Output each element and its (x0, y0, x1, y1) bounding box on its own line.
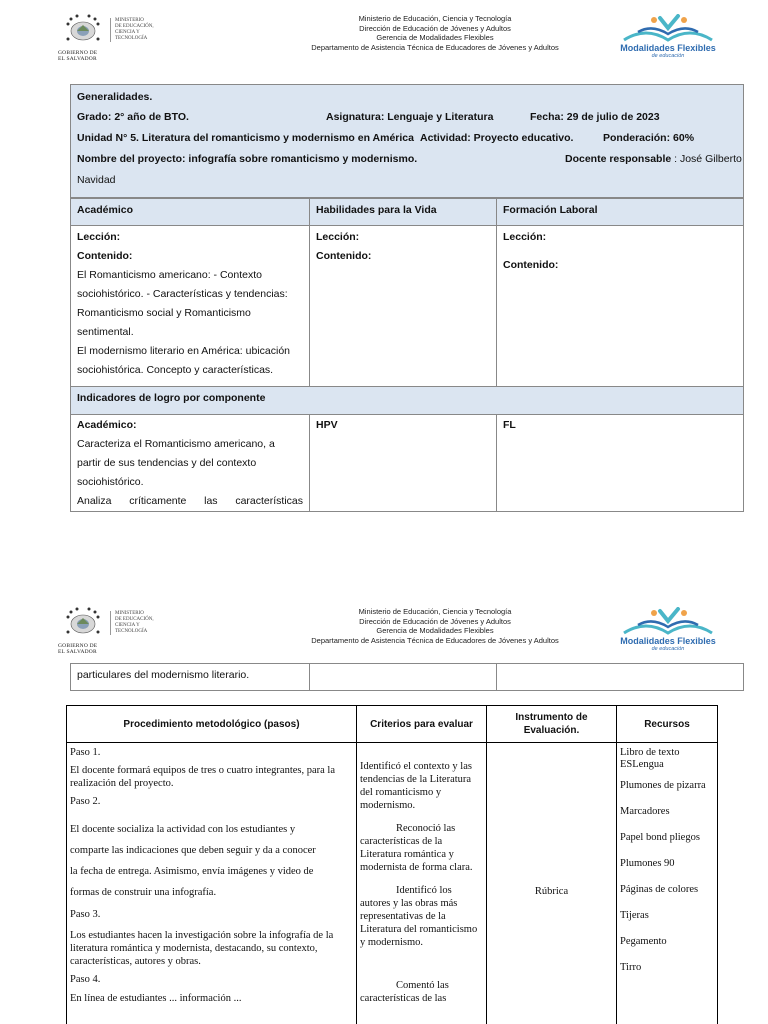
hpv-content-cell: Lección: Contenido: (309, 225, 497, 387)
method-header-instrument: Instrumento de Evaluación. (486, 705, 617, 743)
ministry-small-label: MINISTERIO DE EDUCACIÓN, CIENCIA Y TECNOLOGÍA (110, 611, 154, 635)
page-header-2 (0, 607, 768, 655)
government-label: GOBIERNO DE EL SALVADOR (58, 643, 98, 655)
indicator-continued-cell: particulares del modernismo literario. (70, 663, 310, 691)
actividad: Actividad: Proyecto educativo. (420, 132, 574, 144)
method-header-procedure: Procedimiento metodológico (pasos) (66, 705, 357, 743)
page-header (0, 14, 768, 62)
book-heart-icon (616, 607, 720, 637)
proyecto: Nombre del proyecto: infografía sobre romanticismo y modernismo. (77, 153, 418, 165)
method-header-criteria: Criterios para evaluar (356, 705, 487, 743)
book-heart-icon (616, 14, 720, 44)
fecha: Fecha: 29 de julio de 2023 (530, 111, 660, 123)
government-seal-icon (62, 607, 104, 643)
general-info-box (70, 84, 744, 198)
modalidades-logo: Modalidades Flexibles de educación (608, 607, 728, 655)
docente: Docente responsable : José Gilberto (565, 153, 742, 165)
fl-content-cell: Lección: Contenido: (496, 225, 744, 387)
general-title: Generalidades. (77, 91, 153, 103)
instrument-cell: Rúbrica (486, 742, 617, 1024)
unidad: Unidad N° 5. Literatura del romanticismo y modernismo en América (77, 132, 414, 144)
header-center-text: Ministerio de Educación, Ciencia y Tecnología Dirección de Educación de Jóvenes y Adultos Gerencia de Modalidades Flexibles Departamento de Asistencia Técnica de Educadores de Jóvenes y Adultos (311, 14, 559, 52)
indicator-continued-hpv (309, 663, 497, 691)
asignatura: Asignatura: Lenguaje y Literatura (326, 111, 494, 123)
academico-content-cell: Lección: Contenido: El Romanticismo americano: - Contexto sociohistórico. - Características y tendencias: Romanticismo social y Romanticismo sentimental. El modernismo literario en América: ubicación sociohistórica. Concepto y características. (70, 225, 310, 387)
header-hpv: Habilidades para la Vida (309, 198, 497, 226)
grado: Grado: 2° año de BTO. (77, 111, 189, 123)
indicator-fl-cell: FL (496, 414, 744, 512)
ponderacion: Ponderación: 60% (603, 132, 695, 144)
indicator-hpv-cell: HPV (309, 414, 497, 512)
ministry-small-label: MINISTERIO DE EDUCACIÓN, CIENCIA Y TECNOLOGÍA (110, 18, 154, 42)
docente-name-cont: Navidad (77, 174, 116, 186)
header-academico: Académico (70, 198, 310, 226)
method-header-resources: Recursos (616, 705, 718, 743)
indicator-academico-cell: Académico: Caracteriza el Romanticismo americano, a partir de sus tendencias y del contexto sociohistórico. Analiza críticamente las características (70, 414, 310, 512)
header-fl: Formación Laboral (496, 198, 744, 226)
indicator-continued-fl (496, 663, 744, 691)
government-label: GOBIERNO DE EL SALVADOR (58, 50, 98, 62)
header-center-text: Ministerio de Educación, Ciencia y Tecnología Dirección de Educación de Jóvenes y Adultos Gerencia de Modalidades Flexibles Departamento de Asistencia Técnica de Educadores de Jóvenes y Adultos (311, 607, 559, 645)
government-seal-icon (62, 14, 104, 50)
modalidades-logo: Modalidades Flexibles de educación (608, 14, 728, 62)
resources-cell: Libro de texto ESLengua Plumones de pizarra Marcadores Papel bond pliegos Plumones 90 Páginas de colores Tijeras Pegamento Tirro (616, 742, 718, 1024)
indicators-title: Indicadores de logro por componente (70, 386, 744, 415)
method-steps-cell: Paso 1. El docente formará equipos de tres o cuatro integrantes, para la realización del proyecto. Paso 2. El docente socializa la actividad con los estudiantes y comparte las indicaciones que deben seguir y da a conocer la fecha de entrega. Asimismo, envía imágenes y video de formas de construir una infografía. Paso 3. Los estudiantes hacen la investigación sobre la infografía de la literatura romántica y modernista, destacando, su contexto, características, autores y obras. Paso 4. En línea de estudiantes ... información ... (66, 742, 357, 1024)
criteria-cell: Identificó el contexto y las tendencias de la Literatura del romanticismo y modernismo. Reconoció las características de la Literatura romántica y modernista de forma clara. Identificó los autores y las obras más representativas de la Literatura del romanticismo y modernismo. Comentó las características de las (356, 742, 487, 1024)
